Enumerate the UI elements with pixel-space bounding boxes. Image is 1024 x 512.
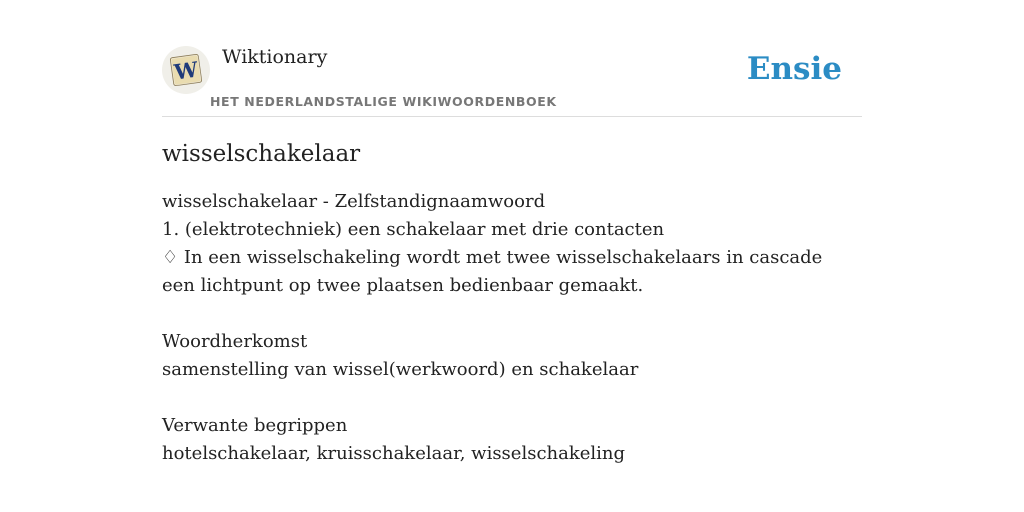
- entry-example: ♢ In een wisselschakeling wordt met twee wisselschakelaars in cascade een lichtpunt op twee plaatsen bedienbaar gemaakt.: [162, 247, 823, 296]
- related-terms: hotelschakelaar, kruisschakelaar, wisselschakeling: [162, 443, 626, 464]
- wiktionary-logo-tile: [162, 46, 210, 94]
- spacer: [162, 384, 852, 412]
- logo-letter: W: [172, 56, 200, 85]
- wiktionary-logo-icon[interactable]: [162, 46, 210, 94]
- entry-heading: wisselschakelaar - Zelfstandignaamwoord: [162, 191, 546, 212]
- site-header: [162, 40, 862, 117]
- etymology-text: samenstelling van wissel(werkwoord) en schakelaar: [162, 359, 639, 380]
- entry-content: [162, 136, 852, 468]
- site-name[interactable]: Wiktionary: [222, 46, 328, 68]
- site-tagline: HET NEDERLANDSTALIGE WIKIWOORDENBOEK: [210, 94, 557, 109]
- etymology-label: Woordherkomst: [162, 331, 308, 352]
- entry-definition: 1. (elektrotechniek) een schakelaar met drie contacten: [162, 219, 665, 240]
- related-label: Verwante begrippen: [162, 415, 348, 436]
- page-title: wisselschakelaar: [162, 141, 361, 167]
- spacer: [162, 300, 852, 328]
- ensie-brand-logo[interactable]: Ensie: [746, 51, 842, 87]
